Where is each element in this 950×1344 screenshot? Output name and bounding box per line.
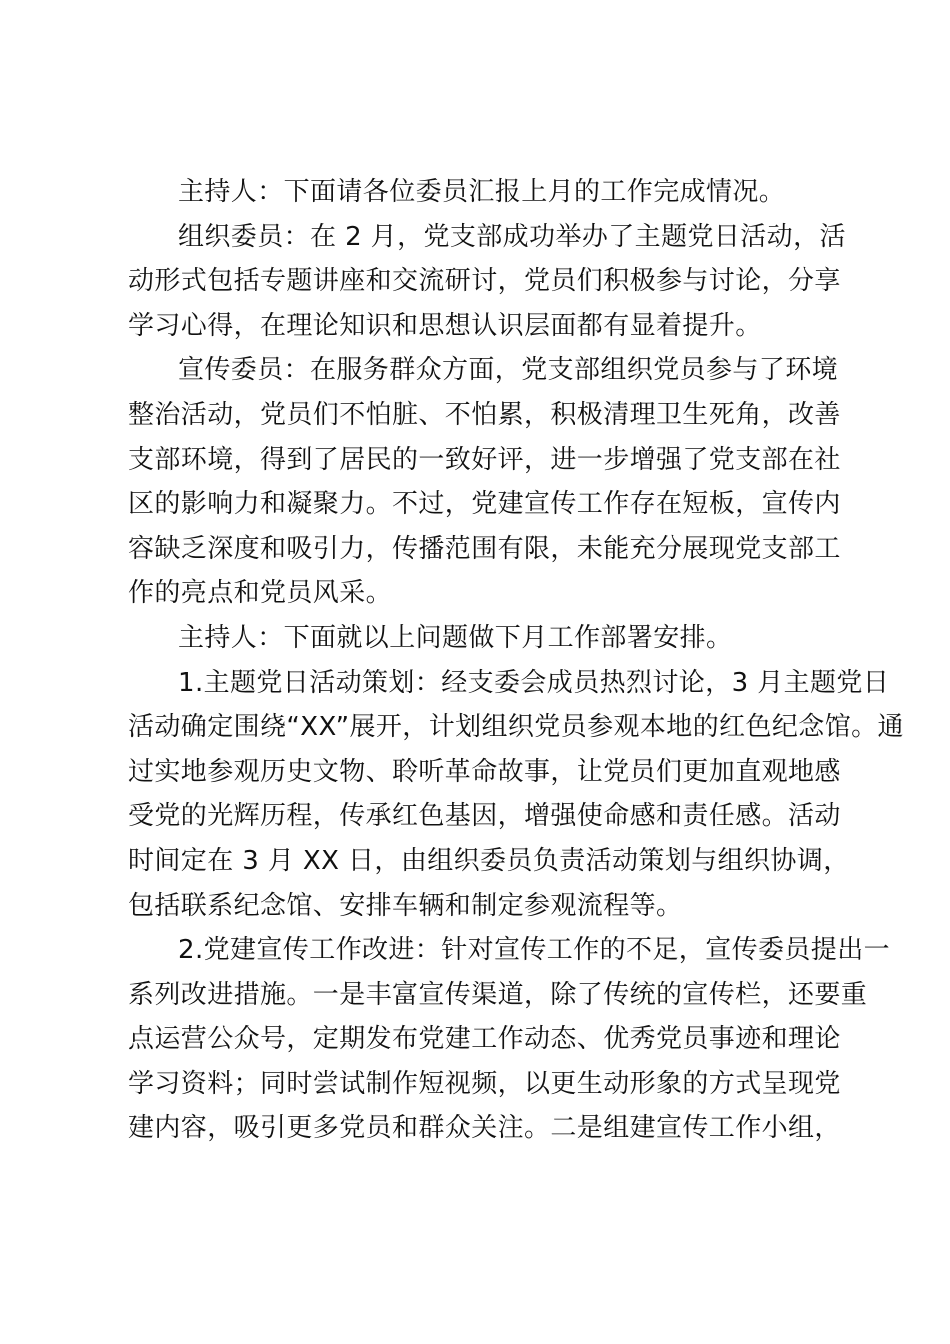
text-line: 学习心得，在理论知识和思想认识层面都有显着提升。 [128, 310, 762, 341]
paragraph-organization-report [128, 215, 846, 349]
text-line: 2.党建宣传工作改进：针对宣传工作的不足，宣传委员提出一 [178, 935, 891, 966]
text-line: 系列改进措施。一是丰富宣传渠道，除了传统的宣传栏，还要重 [128, 979, 868, 1010]
text-line: 活动确定围绕“XX”展开，计划组织党员参观本地的红色纪念馆。通 [128, 712, 904, 743]
text-line: 主持人：下面请各位委员汇报上月的工作完成情况。 [178, 177, 786, 207]
text-line: 学习资料；同时尝试制作短视频，以更生动形象的方式呈现党 [128, 1068, 841, 1099]
text-line: 作的亮点和党员风采。 [128, 578, 393, 609]
paragraph-host-arrangement [128, 616, 822, 661]
paragraph-host-intro [128, 170, 822, 215]
text-line: 区的影响力和凝聚力。不过，党建宣传工作存在短板，宣传内 [128, 489, 841, 520]
paragraph-publicity-report [128, 348, 841, 616]
document-body [128, 170, 904, 1151]
text-line: 动形式包括专题讲座和交流研讨，党员们积极参与讨论，分享 [128, 266, 841, 297]
text-line: 过实地参观历史文物、聆听革命故事，让党员们更加直观地感 [128, 756, 841, 787]
text-line: 受党的光辉历程，传承红色基因，增强使命感和责任感。活动 [128, 801, 841, 832]
text-line: 宣传委员：在服务群众方面，党支部组织党员参与了环境 [178, 355, 839, 386]
text-line: 建内容，吸引更多党员和群众关注。二是组建宣传工作小组， [128, 1113, 841, 1144]
paragraph-theme-day-plan [128, 661, 904, 929]
text-line: 整治活动，党员们不怕脏、不怕累，积极清理卫生死角，改善 [128, 399, 841, 430]
text-line: 包括联系纪念馆、安排车辆和制定参观流程等。 [128, 890, 683, 921]
text-line: 容缺乏深度和吸引力，传播范围有限，未能充分展现党支部工 [128, 533, 841, 564]
text-line: 支部环境，得到了居民的一致好评，进一步增强了党支部在社 [128, 444, 841, 475]
text-line: 组织委员：在 2 月，党支部成功举办了主题党日活动，活 [178, 221, 846, 252]
text-line: 1.主题党日活动策划：经支委会成员热烈讨论，3 月主题党日 [178, 667, 890, 698]
text-line: 主持人：下面就以上问题做下月工作部署安排。 [178, 622, 733, 653]
text-line: 时间定在 3 月 XX 日，由组织委员负责活动策划与组织协调， [128, 845, 850, 876]
text-line: 点运营公众号，定期发布党建工作动态、优秀党员事迹和理论 [128, 1024, 841, 1055]
paragraph-publicity-improvement [128, 928, 891, 1151]
